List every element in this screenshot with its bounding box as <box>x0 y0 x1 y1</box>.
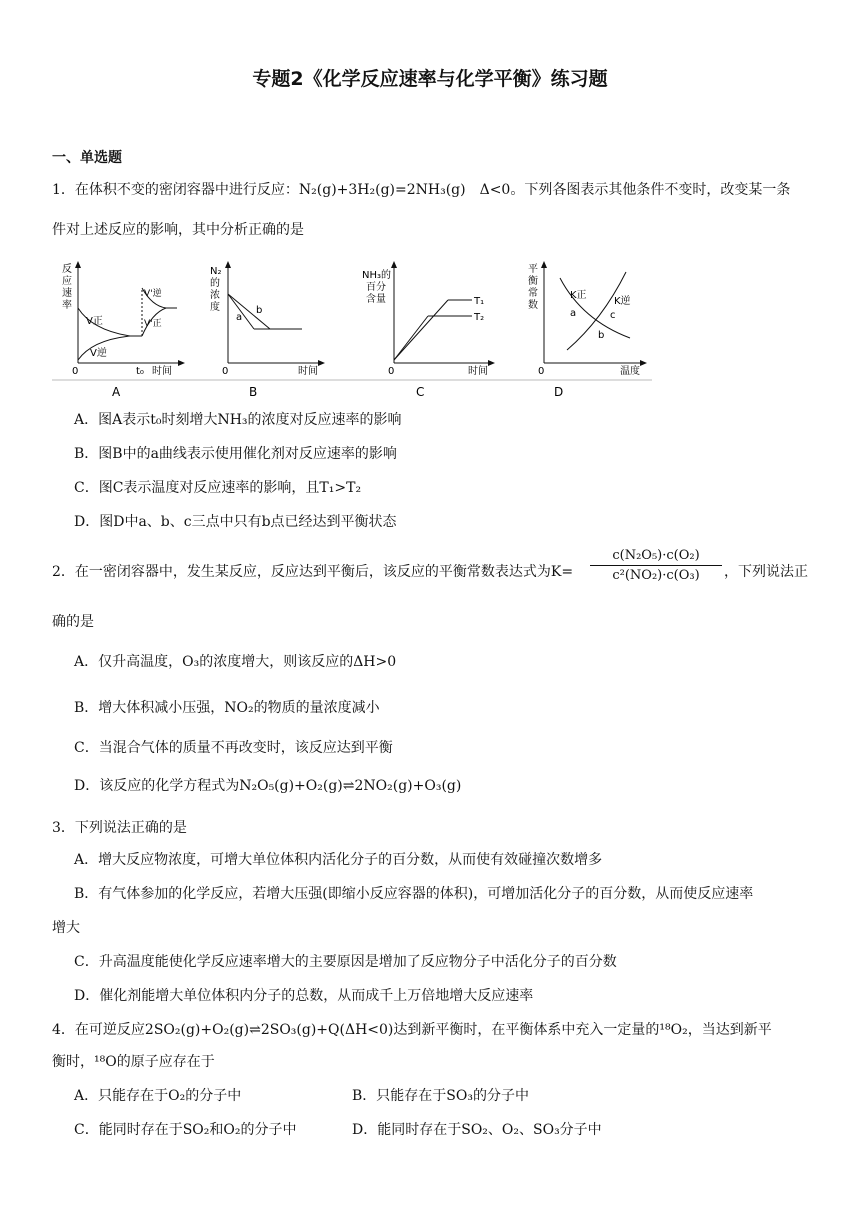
fig-d-ylabel-2: 衡 <box>528 276 538 287</box>
q1-stem-line1 <box>52 180 790 200</box>
fig-c-ylabel-2: 百分 <box>366 282 386 293</box>
q2-k-numerator: c(N₂O₅)·c(O₂) <box>590 548 722 566</box>
q4-option-a[interactable]: A．只能存在于O₂的分子中 <box>74 1088 242 1104</box>
q4-stem-line2: 衡时，¹⁸O的原子应存在于 <box>52 1054 215 1070</box>
fig-a-ylabel-3: 速 <box>62 288 72 299</box>
q1-option-b[interactable]: B．图B中的a曲线表示使用催化剂对反应速率的影响 <box>74 446 397 462</box>
fig-d-b: b <box>598 330 605 341</box>
fig-d-caption: D <box>554 385 564 399</box>
fig-b-ylabel-3: 浓 <box>210 290 220 301</box>
fig-c-xlabel: 时间 <box>468 366 488 377</box>
fig-a-t0: t₀ <box>136 366 144 377</box>
q4-stem-line1: 4．在可逆反应2SO₂(g)+O₂(g)⇌2SO₃(g)+Q(ΔH<0)达到新平衡时，在平衡体系中充入一定量的¹⁸O₂，当达到新平 <box>52 1022 772 1038</box>
q4-option-c[interactable]: C．能同时存在于SO₂和O₂的分子中 <box>74 1122 297 1138</box>
fig-d-a: a <box>570 308 577 319</box>
fig-c-ylabel-1: NH₃的 <box>362 270 392 281</box>
fig-b-xlabel: 时间 <box>298 366 318 377</box>
fig-c-t1: T₁ <box>474 296 485 307</box>
fig-d-c: c <box>610 310 616 321</box>
q1-option-c[interactable]: C．图C表示温度对反应速率的影响，且T₁>T₂ <box>74 480 362 496</box>
fig-a-vni2: V'逆 <box>144 289 162 299</box>
page-title: 专题2《化学反应速率与化学平衡》练习题 <box>252 68 608 90</box>
q3-option-a[interactable]: A．增大反应物浓度，可增大单位体积内活化分子的百分数，从而使有效碰撞次数增多 <box>74 852 603 868</box>
q3-option-d[interactable]: D．催化剂能增大单位体积内分子的总数，从而成千上万倍地增大反应速率 <box>74 988 534 1004</box>
q4-option-d[interactable]: D．能同时存在于SO₂、O₂、SO₃分子中 <box>352 1122 602 1138</box>
fig-a-vzheng: V正 <box>86 316 103 327</box>
fig-d-origin: 0 <box>538 366 545 377</box>
q2-option-a[interactable]: A．仅升高温度，O₃的浓度增大，则该反应的ΔH>0 <box>74 654 397 670</box>
fig-c-t2: T₂ <box>474 312 485 323</box>
q2-option-d[interactable]: D．该反应的化学方程式为N₂O₅(g)+O₂(g)⇌2NO₂(g)+O₃(g) <box>74 778 462 794</box>
section-heading: 一、单选题 <box>52 150 122 166</box>
fig-a-ylabel-1: 反 <box>62 264 72 275</box>
figure-b <box>210 261 325 399</box>
fig-b-origin: 0 <box>222 366 229 377</box>
fig-a-ylabel-4: 率 <box>62 300 72 311</box>
fig-d-kzheng: K正 <box>570 290 587 301</box>
q1-option-d[interactable]: D．图D中a、b、c三点中只有b点已经达到平衡状态 <box>74 514 397 530</box>
fig-a-ylabel-2: 应 <box>62 276 72 287</box>
fig-c-caption: C <box>416 385 425 399</box>
q1-equation: N₂(g)+3H₂(g)=2NH₃(g) <box>298 182 466 198</box>
fig-b-ylabel-4: 度 <box>210 302 220 313</box>
fig-d-ylabel-3: 常 <box>528 288 538 299</box>
q2-stem-line1: 2．在一密闭容器中，发生某反应，反应达到平衡后，该反应的平衡常数表达式为K= <box>52 564 574 580</box>
q1-stem-line2: 件对上述反应的影响，其中分析正确的是 <box>52 222 304 238</box>
fig-a-origin: 0 <box>72 366 79 377</box>
figure-d <box>528 261 647 399</box>
fig-a-vni: V逆 <box>90 348 107 359</box>
fig-a-vzheng2: V'正 <box>144 319 162 329</box>
q4-option-b[interactable]: B．只能存在于SO₃的分子中 <box>352 1088 529 1104</box>
q1-figures <box>52 258 652 400</box>
fig-a-caption: A <box>112 385 121 399</box>
q3-stem: 3．下列说法正确的是 <box>52 820 187 836</box>
q1-stem-text: 1．在体积不变的密闭容器中进行反应： <box>52 182 299 198</box>
q2-stem-line2: 确的是 <box>52 614 94 630</box>
fig-b-a: a <box>236 312 243 323</box>
q1-enthalpy: Δ<0 <box>479 182 511 198</box>
q1-option-a[interactable]: A．图A表示t₀时刻增大NH₃的浓度对反应速率的影响 <box>74 412 402 428</box>
fig-b-ylabel-2: 的 <box>210 278 220 289</box>
fig-d-ylabel-1: 平 <box>528 264 538 275</box>
q2-option-b[interactable]: B．增大体积减小压强，NO₂的物质的量浓度减小 <box>74 700 380 716</box>
fig-b-caption: B <box>249 385 258 399</box>
fig-c-ylabel-3: 含量 <box>366 294 386 305</box>
figure-c <box>362 261 495 399</box>
fig-d-ylabel-4: 数 <box>528 300 538 311</box>
fig-d-kni: K逆 <box>614 296 631 307</box>
figure-a <box>62 261 185 399</box>
q2-option-c[interactable]: C．当混合气体的质量不再改变时，该反应达到平衡 <box>74 740 393 756</box>
q2-k-denominator: c²(NO₂)·c(O₃) <box>612 568 700 583</box>
q2-stem-tail: ，下列说法正 <box>724 564 808 580</box>
q3-option-c[interactable]: C．升高温度能使化学反应速率增大的主要原因是增加了反应物分子中活化分子的百分数 <box>74 954 617 970</box>
q3-option-b-cont: 增大 <box>52 920 80 936</box>
q1-stem-text-b: 。下列各图表示其他条件不变时，改变某一条 <box>510 182 791 198</box>
fig-b-ylabel-1: N₂ <box>210 266 222 277</box>
q2-k-expression <box>590 548 722 583</box>
q3-option-b[interactable]: B．有气体参加的化学反应，若增大压强(即缩小反应容器的体积)，可增加活化分子的百分数，从而使反应速率 <box>74 886 754 902</box>
fig-d-xlabel: 温度 <box>620 366 640 377</box>
fig-b-b: b <box>256 305 263 316</box>
fig-c-origin: 0 <box>388 366 395 377</box>
fig-a-xlabel: 时间 <box>152 366 172 377</box>
